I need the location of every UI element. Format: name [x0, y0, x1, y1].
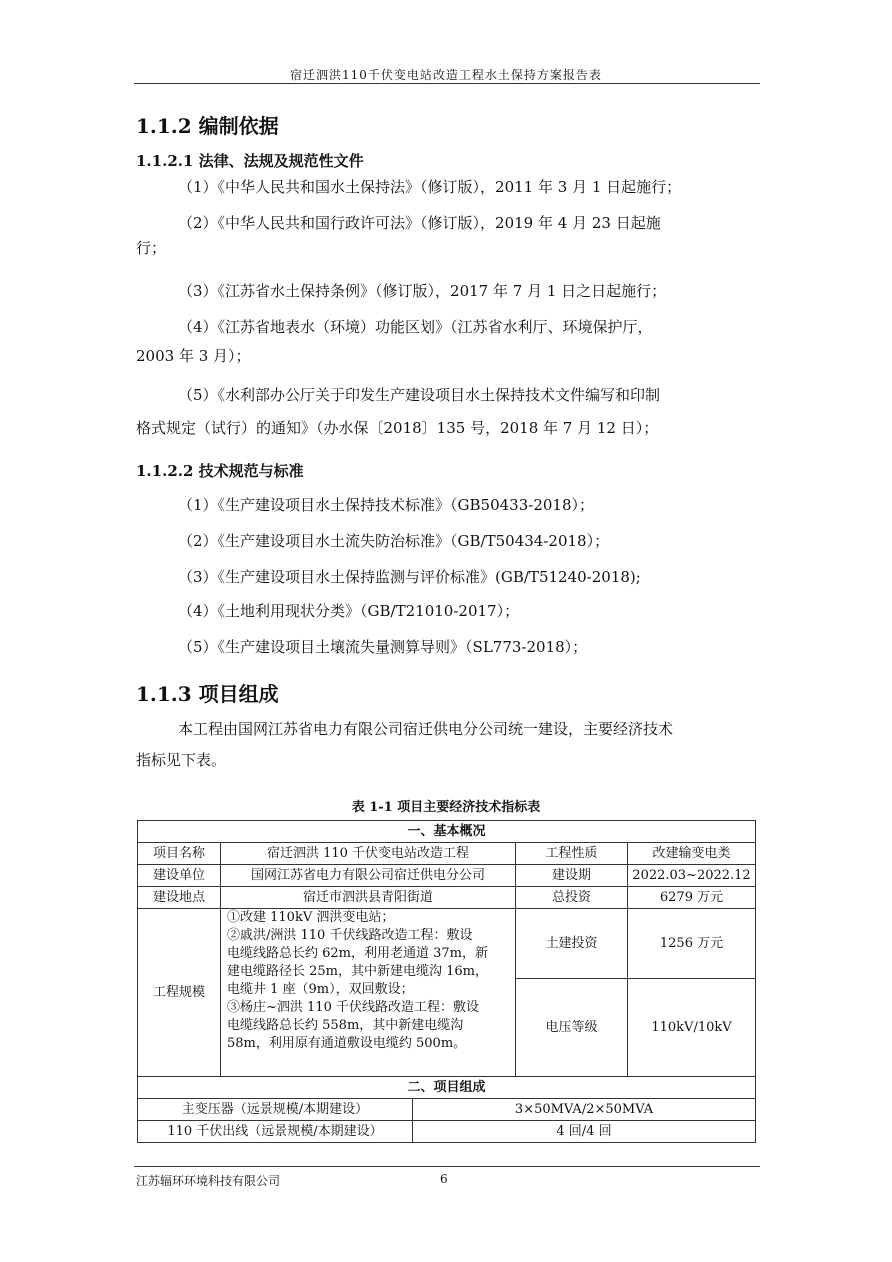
table-cell: 6279 万元	[628, 887, 756, 909]
scale-line: 58m，利用原有通道敷设电缆约 500m。	[227, 1036, 467, 1051]
table-cell: 建设期	[516, 865, 628, 887]
scale-line: ③杨庄~泗洪 110 千伏线路改造工程：敷设	[227, 1000, 479, 1015]
law-item-4-cont: 2003 年 3 月）；	[136, 347, 251, 365]
table-cell: 3×50MVA/2×50MVA	[413, 1099, 756, 1121]
standard-item-4: （4）《土地利用现状分类》（GB/T21010-2017）；	[178, 602, 520, 620]
scale-line: 电缆井 1 座（9m），双回敷设；	[227, 982, 414, 997]
table-cell: 工程性质	[516, 843, 628, 865]
law-item-1: （1）《中华人民共和国水土保持法》（修订版），2011 年 3 月 1 日起施行；	[178, 178, 682, 196]
standard-item-1: （1）《生产建设项目水土保持技术标准》（GB50433-2018）；	[178, 496, 595, 514]
scale-line: 建电缆路径长 25m，其中新建电缆沟 16m，	[227, 964, 489, 979]
table-cell: 宿迁泗洪 110 千伏变电站改造工程	[221, 843, 516, 865]
header-divider	[134, 83, 760, 84]
table-cell: 总投资	[516, 887, 628, 909]
table-cell-scale-detail	[221, 909, 516, 1077]
table-cell: 项目名称	[138, 843, 221, 865]
law-item-5-cont: 格式规定（试行）的通知》（办水保〔2018〕135 号，2018 年 7 月 12 日）；	[136, 419, 659, 437]
scale-line: ②戚洪/洲洪 110 千伏线路改造工程：敷设	[227, 928, 473, 943]
law-item-4: （4）《江苏省地表水（环境）功能区划》（江苏省水利厅、环境保护厅，	[178, 318, 653, 336]
table-cell: 改建输变电类	[628, 843, 756, 865]
table-cell: 建设地点	[138, 887, 221, 909]
table-cell: 电压等级	[516, 979, 628, 1077]
footer-company: 江苏辐环环境科技有限公司	[136, 1174, 281, 1188]
table-cell: 1256 万元	[628, 909, 756, 979]
page-number: 6	[440, 1172, 448, 1186]
table-row	[138, 821, 756, 843]
table-cell-scale-label: 工程规模	[138, 909, 221, 1077]
page-header-title: 宿迁泗洪110千伏变电站改造工程水土保持方案报告表	[290, 68, 602, 82]
table-section-composition: 二、项目组成	[138, 1077, 756, 1099]
project-para-line1: 本工程由国网江苏省电力有限公司宿迁供电分公司统一建设，主要经济技术	[178, 720, 674, 738]
table-row	[138, 887, 756, 909]
table-cell: 110kV/10kV	[628, 979, 756, 1077]
table-cell: 宿迁市泗洪县青阳街道	[221, 887, 516, 909]
law-item-5: （5）《水利部办公厅关于印发生产建设项目水土保持技术文件编写和印制	[178, 386, 661, 404]
table-cell: 国网江苏省电力有限公司宿迁供电分公司	[221, 865, 516, 887]
standard-item-2: （2）《生产建设项目水土流失防治标准》（GB/T50434-2018）；	[178, 532, 610, 550]
table-row	[138, 1077, 756, 1099]
indicator-table	[137, 820, 756, 1143]
law-item-2: （2）《中华人民共和国行政许可法》（修订版），2019 年 4 月 23 日起施	[178, 214, 661, 232]
table-caption: 表 1-1 项目主要经济技术指标表	[351, 800, 541, 815]
heading-1-1-2-2: 1.1.2.2 技术规范与标准	[136, 462, 304, 480]
heading-1-1-2-1: 1.1.2.1 法律、法规及规范性文件	[136, 152, 364, 170]
law-item-3: （3）《江苏省水土保持条例》（修订版），2017 年 7 月 1 日之日起施行；	[178, 282, 667, 300]
table-cell: 土建投资	[516, 909, 628, 979]
scale-line: ①改建 110kV 泗洪变电站；	[227, 910, 395, 925]
heading-1-1-3: 1.1.3 项目组成	[136, 682, 279, 706]
standard-item-3: （3）《生产建设项目水土保持监测与评价标准》(GB/T51240-2018);	[178, 568, 641, 586]
scale-line: 电缆线路总长约 558m，其中新建电缆沟	[227, 1018, 464, 1033]
footer-divider	[134, 1166, 760, 1167]
law-item-2-cont: 行；	[136, 239, 167, 257]
table-cell: 主变压器（远景规模/本期建设）	[138, 1099, 413, 1121]
table-row	[138, 1099, 756, 1121]
project-para-line2: 指标见下表。	[136, 751, 227, 769]
table-row	[138, 865, 756, 887]
standard-item-5: （5）《生产建设项目土壤流失量测算导则》（SL773-2018）；	[178, 638, 588, 656]
table-cell: 4 回/4 回	[413, 1121, 756, 1143]
table-row	[138, 843, 756, 865]
table-cell: 建设单位	[138, 865, 221, 887]
table-row	[138, 1121, 756, 1143]
scale-line: 电缆线路总长约 62m，利用老通道 37m，新	[227, 946, 489, 961]
table-cell: 110 千伏出线（远景规模/本期建设）	[138, 1121, 413, 1143]
heading-1-1-2: 1.1.2 编制依据	[136, 114, 279, 138]
table-row	[138, 909, 756, 979]
table-section-basic: 一、基本概况	[138, 821, 756, 843]
table-cell: 2022.03~2022.12	[628, 865, 756, 887]
